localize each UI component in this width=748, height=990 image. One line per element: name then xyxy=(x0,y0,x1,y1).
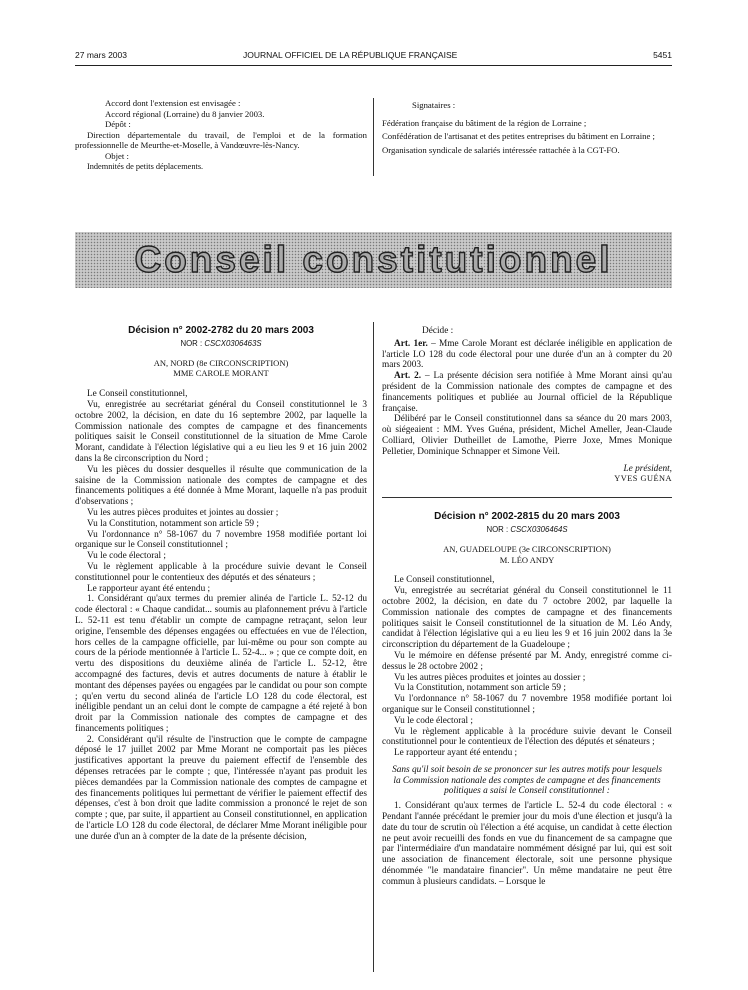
decision-1-nor xyxy=(75,339,367,350)
paragraph: Le Conseil constitutionnel, xyxy=(87,389,188,400)
top-left-line: Direction départementale du travail, de l'emploi et de la formation professionnelle de Meurthe-et-Moselle, à Vandœuvre-lès-Nancy. xyxy=(75,129,367,151)
decision-separator xyxy=(382,497,672,498)
signature-name: YVES GUÉNA xyxy=(614,474,672,484)
paragraph: Vu les autres pièces produites et jointes au dossier ; xyxy=(394,672,586,683)
top-left-line: Indemnités de petits déplacements. xyxy=(87,161,204,171)
top-column-divider xyxy=(373,98,374,176)
header-journal-title: JOURNAL OFFICIEL DE LA RÉPUBLIQUE FRANÇAISE xyxy=(243,50,458,60)
paragraph: Le rapporteur ayant été entendu ; xyxy=(87,583,211,594)
decision-1-constituency: AN, NORD (8e CIRCONSCRIPTION) xyxy=(153,357,289,368)
section-banner xyxy=(75,232,672,288)
article-2 xyxy=(382,371,672,414)
paragraph: 1. Considérant qu'aux termes du premier alinéa de l'article L. 52-12 du code électoral : « Chaque candidat... soumis au plafonnement prévu à l'article L. 52-11 est tenu d'établir un compte de campagne retraçant, selon leur origine, l'ensemble des dépenses engagées ou effectuées en vue de l'élection, hors celles de la campagne officielle, par lui-même ou pour son compte au cours de la période mentionnée à l'article L. 52-4... » ; que ce compte doit, en vertu des dispositions du deuxième alinéa de l'article L. 52-12, être accompagné des factures, devis et autres documents de nature à établir le montant des dépenses payées ou engagées par le candidat ou pour son compte ; qu'en vertu du second alinéa de l'article LO 128 du code électoral, est inéligible pendant un an celui dont le compte de campagne a été rejeté à bon droit par la Commission nationale des comptes de campagne et des financements politiques ; xyxy=(75,594,367,734)
paragraph: Vu les autres pièces produites et jointes au dossier ; xyxy=(87,507,279,518)
decision-2-nor xyxy=(382,525,672,536)
article-1-label: Art. 1er. xyxy=(394,338,428,349)
preliminary-statement: Sans qu'il soit besoin de se prononcer sur les autres motifs pour lesquels la Commission nationale des comptes de campagne et des financements politiques a saisi le Conseil constitutionnel : xyxy=(392,764,662,797)
paragraph: Le Conseil constitutionnel, xyxy=(394,575,495,586)
paragraph: Vu, enregistrée au secrétariat général du Conseil constitutionnel le 3 octobre 2002, la décision, en date du 16 septembre 2002, par laquelle la Commission nationale des comptes de campagne et des financements politiques saisit le Conseil constitutionnel de la situation de Mme Carole Morant, candidate à l'élection législative qui a eu lieu les 9 et 16 juin 2002 dans la 8e circonscription du Nord ; xyxy=(75,399,367,464)
nor-code: CSCX0306464S xyxy=(510,524,568,534)
paragraph: Le rapporteur ayant été entendu ; xyxy=(394,748,518,759)
paragraph: Vu l'ordonnance n° 58-1067 du 7 novembre 1958 modifiée portant loi organique sur le Conseil constitutionnel ; xyxy=(382,694,672,715)
top-left-block xyxy=(75,98,367,172)
decides-label: Décide : xyxy=(422,326,454,336)
paragraph: Vu la Constitution, notamment son article 59 ; xyxy=(394,683,566,694)
decision-2-constituency: AN, GUADELOUPE (3e CIRCONSCRIPTION) xyxy=(443,543,611,554)
page-header xyxy=(75,50,672,64)
top-left-line: Dépôt : xyxy=(105,119,131,130)
column-divider xyxy=(373,322,374,972)
decision-1-candidate: MME CAROLE MORANT xyxy=(173,368,269,379)
signatory-item: Organisation syndicale de salariés intéressée rattachée à la CGT-FO. xyxy=(382,144,620,155)
signatory-item: Fédération française du bâtiment de la région de Lorraine ; xyxy=(382,117,587,128)
signatory-item: Confédération de l'artisanat et des petites entreprises du bâtiment en Lorraine ; xyxy=(382,131,655,142)
decision-2-title: Décision n° 2002-2815 du 20 mars 2003 xyxy=(434,511,620,523)
decision-2-candidate: M. LÉO ANDY xyxy=(499,554,555,565)
top-left-line: Objet : xyxy=(105,150,129,161)
decision-1-column xyxy=(75,326,367,843)
paragraph: Vu, enregistrée au secrétariat général du Conseil constitutionnel le 11 octobre 2002, la décision, en date du 7 octobre 2002, par laquelle la Commission nationale des comptes de campagne et des financements politiques saisit le Conseil constitutionnel de la situation de M. Léo Andy, candidat à l'élection législative qui a eu lieu les 9 et 16 juin 2002 dans la 3e circonscription du département de la Guadeloupe ; xyxy=(382,586,672,651)
article-2-label: Art. 2. xyxy=(394,371,422,382)
paragraph: Vu la Constitution, notamment son article 59 ; xyxy=(87,518,259,529)
header-rule xyxy=(75,65,672,66)
nor-code: CSCX0306463S xyxy=(204,338,262,348)
article-2-text: – La présente décision sera notifiée à Mme Morant ainsi qu'au président de la Commission nationale des comptes de campagne et des financements politiques et publiée au Journal officiel de la République française. xyxy=(382,371,673,414)
decision-1-continued-column xyxy=(382,326,672,888)
decision-1-title: Décision n° 2002-2782 du 20 mars 2003 xyxy=(128,325,314,336)
paragraph: Vu l'ordonnance n° 58-1067 du 7 novembre 1958 modifiée portant loi organique sur le Conseil constitutionnel ; xyxy=(75,529,367,551)
top-left-line: Accord régional (Lorraine) du 8 janvier 2003. xyxy=(105,108,265,119)
signature-title: Le président, xyxy=(623,463,672,474)
header-date: 27 mars 2003 xyxy=(75,50,127,60)
paragraph: Vu le règlement applicable à la procédure suivie devant le Conseil constitutionnel pour le contentieux de l'élection des députés et sénateurs ; xyxy=(382,726,672,748)
paragraph: Vu le règlement applicable à la procédure suivie devant le Conseil constitutionnel pour le contentieux des députés et des sénateurs ; xyxy=(75,561,367,583)
top-left-line: Accord dont l'extension est envisagée : xyxy=(105,98,241,108)
paragraph: Vu les pièces du dossier desquelles il résulte que communication de la saisine de la Commission nationale des comptes de campagne et des financements politiques a été donnée à Mme Morant, laquelle n'a pas produit d'observations ; xyxy=(75,464,367,508)
signatories-label: Signataires : xyxy=(412,100,456,110)
paragraph: 1. Considérant qu'aux termes de l'article L. 52-4 du code électoral : « Pendant l'année précédant le premier jour du mois d'une élection et jusqu'à la date du tour de scrutin où l'élection a été acquise, un candidat à cette élection ne peut avoir recueilli des fonds en vue du financement de sa campagne que par l'intermédiaire d'un mandataire nommément désigné par lui, qui est soit une association de financement électorale, soit une personne physique dénommée "le mandataire financier". Un même mandataire ne peut être commun à plusieurs candidats. – Lorsque le xyxy=(382,801,672,887)
article-1 xyxy=(382,339,672,371)
deliberation: Délibéré par le Conseil constitutionnel dans sa séance du 20 mars 2003, où siégeaient : MM. Yves Guéna, président, Michel Ameller, Jean-Claude Colliard, Olivier Dutheillet de Lamothe, Pierre Joxe, Mmes Monique Pelletier, Dominique Schnapper et Simone Veil. xyxy=(382,414,672,457)
paragraph: Vu le mémoire en défense présenté par M. Andy, enregistré comme ci-dessus le 28 octobre 2002 ; xyxy=(382,650,672,672)
section-banner-title: Conseil constitutionnel xyxy=(134,239,613,280)
article-1-text: – Mme Carole Morant est déclarée inéligible en application de l'article LO 128 du code électoral pour une durée d'un an à compter du 20 mars 2003. xyxy=(382,338,672,371)
paragraph: 2. Considérant qu'il résulte de l'instruction que le compte de campagne déposé le 17 juillet 2002 par Mme Morant ne comportait pas les pièces justificatives apportant la preuve du paiement effectif de l'ensemble des dépenses retracées par le compte ; que, l'intéressée n'ayant pas produit les pièces demandées par la Commission nationale des comptes de campagne et des financements politiques lui permettant de vérifier le paiement effectif des dépenses, c'est à bon droit que ladite commission a prononcé le rejet de son compte ; que, par suite, il appartient au Conseil constitutionnel, en application de l'article LO 128 du code électoral, de déclarer Mme Morant inéligible pour une durée d'un an à compter de la date de la présente décision, xyxy=(75,734,367,842)
top-right-block xyxy=(382,100,672,155)
paragraph: Vu le code électoral ; xyxy=(87,551,166,562)
header-page-number: 5451 xyxy=(653,50,672,60)
nor-label: NOR : xyxy=(486,524,509,534)
nor-label: NOR : xyxy=(180,338,203,348)
paragraph: Vu le code électoral ; xyxy=(394,715,473,726)
